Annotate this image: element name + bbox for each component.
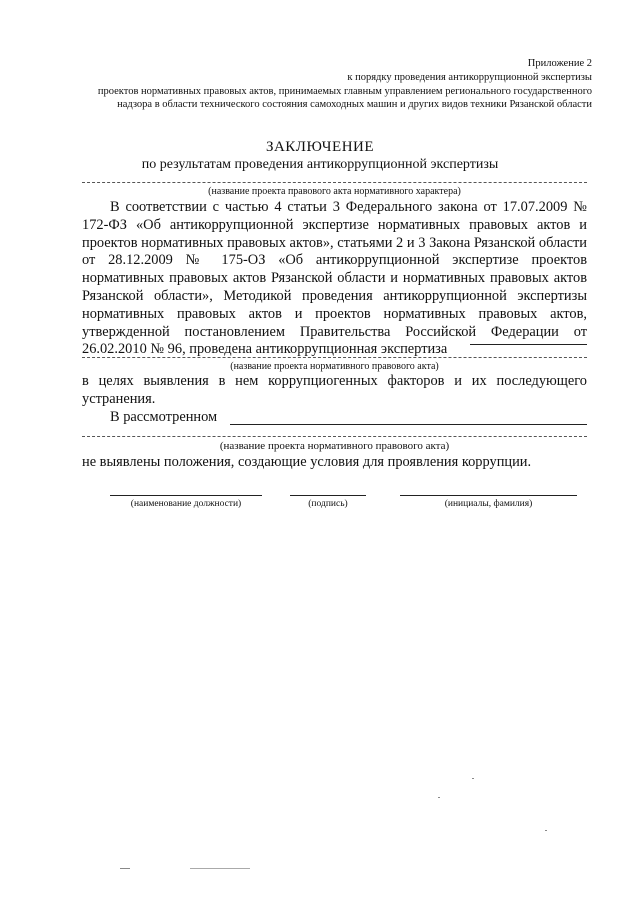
normative-act-name-line-1 bbox=[82, 357, 587, 358]
position-signature-line bbox=[110, 495, 262, 496]
scan-speck bbox=[545, 830, 547, 831]
normative-act-name-caption-1: (название проекта нормативного правового акта) bbox=[230, 361, 439, 372]
purpose-line-1: в целях выявления в нем коррупциогенных факторов и их последующего bbox=[82, 373, 587, 389]
in-reviewed-label: В рассмотренном bbox=[110, 409, 218, 425]
name-caption: (инициалы, фамилия) bbox=[444, 499, 533, 509]
purpose-line-2: устранения. bbox=[82, 391, 156, 407]
normative-act-name-caption-2: (название проекта нормативного правового акта) bbox=[219, 440, 450, 452]
name-signature-line bbox=[400, 495, 577, 496]
normative-act-name-line-2 bbox=[82, 436, 587, 437]
scan-speck bbox=[190, 868, 250, 869]
legal-act-name-caption: (название проекта правового акта нормативного характера) bbox=[208, 186, 461, 197]
position-caption: (наименование должности) bbox=[130, 499, 242, 509]
document-title: ЗАКЛЮЧЕНИЕ bbox=[265, 139, 375, 155]
scan-speck bbox=[438, 797, 440, 798]
appendix-scope-line2: надзора в области технического состояния самоходных машин и других видов техники Рязанской области bbox=[117, 99, 592, 110]
document-subtitle: по результатам проведения антикоррупционной экспертизы bbox=[141, 157, 499, 172]
scan-speck bbox=[120, 868, 130, 869]
main-paragraph bbox=[82, 199, 587, 359]
conclusion-text: не выявлены положения, создающие условия для проявления коррупции. bbox=[82, 454, 532, 470]
reviewed-act-fill-line bbox=[230, 424, 587, 425]
appendix-scope-line1: проектов нормативных правовых актов, принимаемых главным управлением регионального государственного bbox=[97, 86, 592, 97]
legal-act-name-line bbox=[82, 182, 587, 183]
expertise-object-fill-line bbox=[470, 344, 587, 345]
scan-speck bbox=[472, 778, 474, 779]
signature-line bbox=[290, 495, 366, 496]
appendix-order-ref: к порядку проведения антикоррупционной экспертизы bbox=[347, 72, 592, 83]
signature-caption: (подпись) bbox=[308, 499, 348, 509]
appendix-label: Приложение 2 bbox=[527, 58, 592, 69]
main-paragraph-text: В соответствии с частью 4 статьи 3 Федерального закона от 17.07.2009 № 172-ФЗ «Об антикоррупционной экспертизе нормативных правовых актов и проектов нормативных правовых актов», статьями 2 и 3 Закона Рязанской области от 28.12.2009 № 175-ОЗ «Об антикоррупционной экспертизе проектов нормативных правовых актов Рязанской области и нормативных правовых актов Рязанской области», Методикой проведения антикоррупционной экспертизы нормативных правовых актов и проектов нормативных правовых актов, утвержденной постановлением Правительства Российской Федерации от 26.02.2010 № 96, проведена антикоррупционная экспертиза bbox=[82, 199, 587, 358]
